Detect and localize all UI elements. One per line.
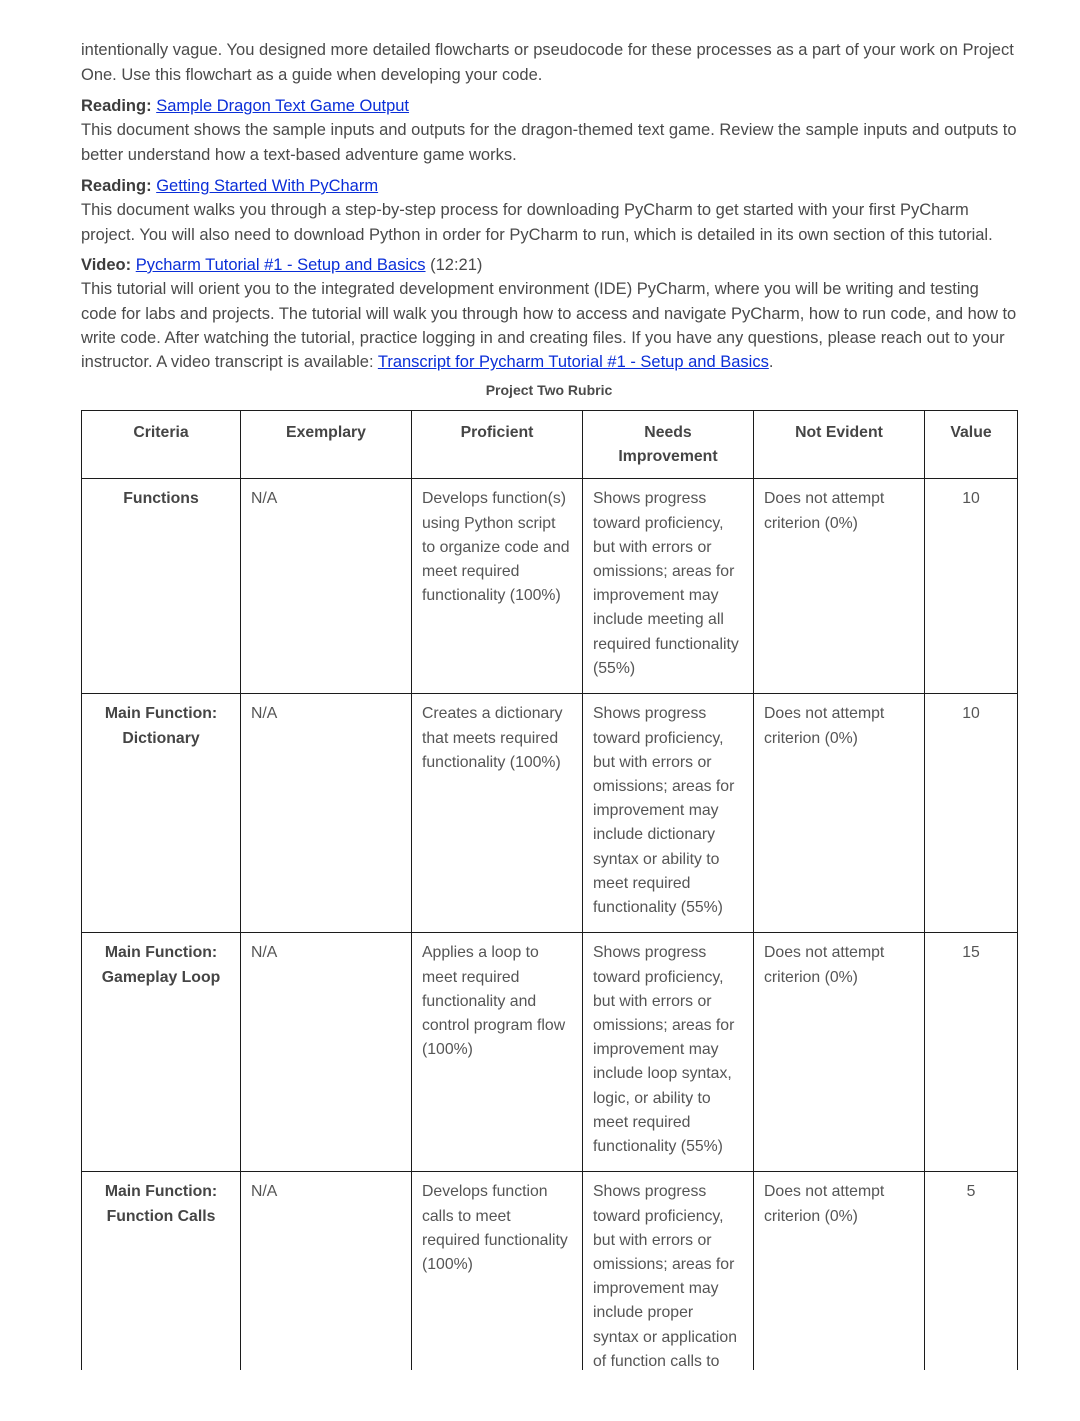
resource-kind: Reading: — [81, 177, 152, 195]
exemplary-cell: N/A — [241, 479, 412, 694]
intro-paragraph — [81, 63, 1017, 87]
header-needs-improvement: Needs Improvement — [583, 411, 754, 479]
resource-description: This document walks you through a step-by-step process for downloading PyCharm to get started with your first PyCharm project. You will also need to download Python in order for PyCharm to run, which is detailed in its own section of this tutorial. — [81, 201, 993, 244]
exemplary-cell: N/A — [241, 1172, 412, 1409]
needs-improvement-cell: Shows progress toward proficiency, but with errors or omissions; areas for improvement may include proper syntax or application of function calls to — [583, 1172, 754, 1409]
table-row — [82, 479, 1018, 694]
intro-cut-text: intentionally vague. You designed more detailed flowcharts or pseudocode for these processes as a part of your work on Project — [81, 41, 1014, 59]
not-evident-cell: Does not attempt criterion (0%) — [754, 1172, 925, 1409]
value-cell: 15 — [925, 933, 1018, 1172]
value-cell: 10 — [925, 694, 1018, 933]
resource-sample-output — [81, 94, 1017, 167]
resource-description: This tutorial will orient you to the integrated development environment (IDE) PyCharm, where you will be writing and testing code for labs and projects. The tutorial will walk you through how to access and navigate PyCharm, how to run code, and how to write code. After watching the tutorial, practice logging in and creating files. If you have any questions, please reach out to your instructor. A video transcript is available: — [81, 280, 1017, 372]
header-criteria: Criteria — [82, 411, 241, 479]
criteria-cell: Main Function: Dictionary — [82, 694, 241, 933]
rubric-table — [81, 410, 1018, 1408]
exemplary-cell: N/A — [241, 933, 412, 1172]
resource-pycharm-guide — [81, 174, 1017, 247]
not-evident-cell: Does not attempt criterion (0%) — [754, 479, 925, 694]
proficient-cell: Develops function calls to meet required functionality (100%) — [412, 1172, 583, 1409]
rubric-title: Project Two Rubric — [485, 382, 613, 398]
not-evident-cell: Does not attempt criterion (0%) — [754, 694, 925, 933]
pycharm-tutorial-video-link[interactable]: Pycharm Tutorial #1 - Setup and Basics — [135, 256, 426, 274]
needs-improvement-cell: Shows progress toward proficiency, but with errors or omissions; areas for improvement may include dictionary syntax or ability to meet required functionality (55%) — [583, 694, 754, 933]
resource-kind: Reading: — [81, 97, 152, 115]
page-bottom-margin — [0, 1370, 1080, 1421]
transcript-link[interactable]: Transcript for Pycharm Tutorial #1 - Setup and Basics — [377, 353, 769, 372]
not-evident-cell: Does not attempt criterion (0%) — [754, 933, 925, 1172]
value-cell: 5 — [925, 1172, 1018, 1409]
video-duration: (12:21) — [430, 256, 483, 274]
header-proficient: Proficient — [412, 411, 583, 479]
table-row — [82, 694, 1018, 933]
header-not-evident: Not Evident — [754, 411, 925, 479]
getting-started-pycharm-link[interactable]: Getting Started With PyCharm — [156, 177, 379, 195]
value-cell: 10 — [925, 479, 1018, 694]
exemplary-cell: N/A — [241, 694, 412, 933]
needs-improvement-cell: Shows progress toward proficiency, but with errors or omissions; areas for improvement may include loop syntax, logic, or ability to meet required functionality (55%) — [583, 933, 754, 1172]
table-row — [82, 933, 1018, 1172]
header-exemplary: Exemplary — [241, 411, 412, 479]
intro-cut-line — [81, 38, 1017, 64]
proficient-cell: Creates a dictionary that meets required functionality (100%) — [412, 694, 583, 933]
header-value: Value — [925, 411, 1018, 479]
criteria-cell: Main Function: Function Calls — [82, 1172, 241, 1409]
rubric-header-row — [82, 411, 1018, 479]
resource-description: This document shows the sample inputs and outputs for the dragon-themed text game. Review the sample inputs and outputs to better understand how a text-based adventure game works. — [81, 121, 1017, 164]
resource-kind: Video: — [81, 256, 132, 274]
proficient-cell: Develops function(s) using Python script to organize code and meet required functionality (100%) — [412, 479, 583, 694]
needs-improvement-cell: Shows progress toward proficiency, but with errors or omissions; areas for improvement may include meeting all required functionality (55%) — [583, 479, 754, 694]
intro-continuation: One. Use this flowchart as a guide when developing your code. — [81, 66, 543, 84]
criteria-cell: Main Function: Gameplay Loop — [82, 933, 241, 1172]
criteria-cell: Functions — [82, 479, 241, 694]
resource-pycharm-video — [81, 253, 1017, 374]
proficient-cell: Applies a loop to meet required functionality and control program flow (100%) — [412, 933, 583, 1172]
sample-dragon-output-link[interactable]: Sample Dragon Text Game Output — [156, 97, 410, 115]
transcript-period: . — [768, 353, 774, 372]
